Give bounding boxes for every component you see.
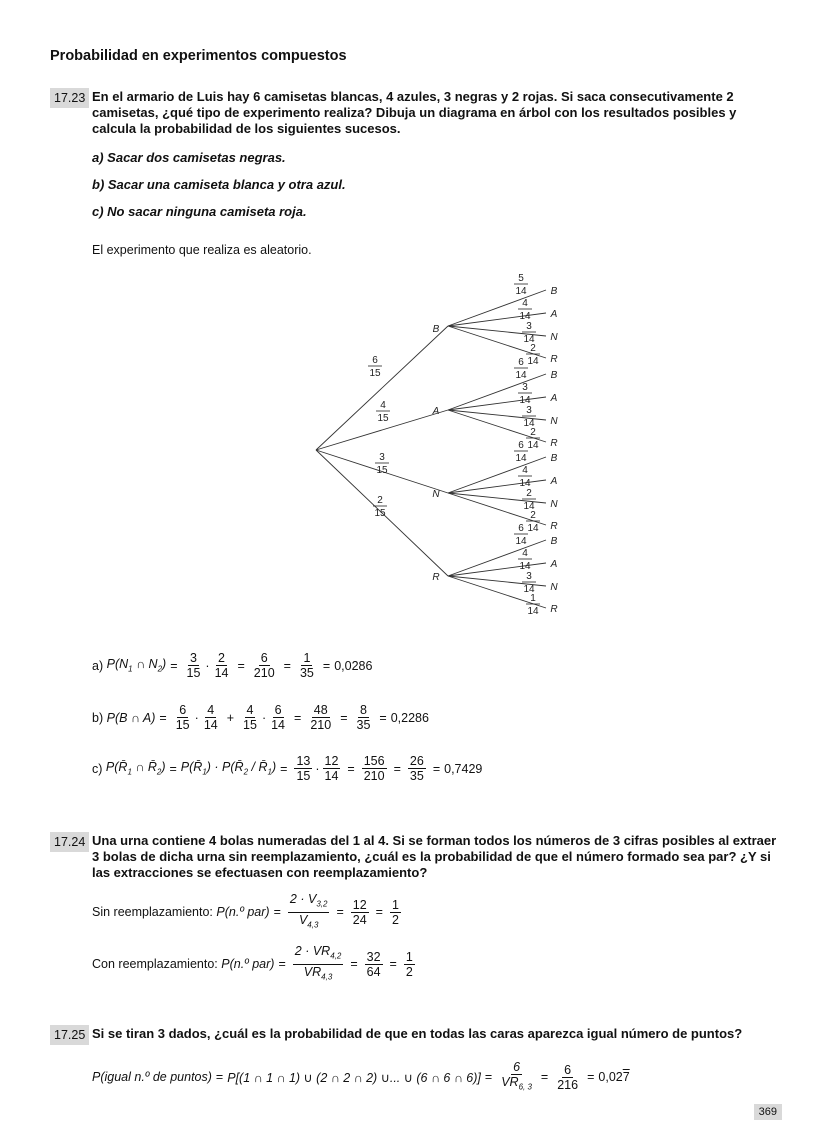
num: 6 — [274, 703, 282, 717]
den: 15 — [243, 718, 257, 732]
second-prob-R-B-num: 6 — [518, 523, 524, 534]
solution-sin: Sin reemplazamiento: P(n.º par) = $\frac{2 \cdot V_{3,2}}{V_{4,3}}$ = $\frac{12}{24}$ = $\frac{1}{2}$ — [92, 892, 404, 932]
second-prob-N-N-den: 14 — [523, 501, 535, 512]
result — [598, 1070, 629, 1084]
outcome-N-A: A — [550, 476, 558, 487]
outcome-B-B: B — [550, 286, 558, 297]
num: 48 — [313, 703, 328, 717]
expr: P(n.º par) — [216, 905, 270, 919]
den: 210 — [363, 769, 385, 783]
fraction — [404, 950, 415, 979]
second-prob-R-A-num: 4 — [522, 548, 528, 559]
outcome-R-A: A — [550, 559, 558, 570]
sub: 3,2 — [316, 899, 328, 909]
den: 210 — [310, 718, 332, 732]
eq: = — [393, 761, 401, 776]
outcome-A-N: N — [550, 416, 558, 427]
outcome-A-A: A — [550, 393, 558, 404]
first-prob-B-den: 15 — [369, 368, 381, 379]
second-prob-B-R-num: 2 — [530, 343, 536, 354]
expr: ) — [162, 657, 167, 672]
num: 26 — [409, 754, 424, 768]
fraction — [355, 703, 373, 732]
fraction — [308, 703, 333, 732]
second-prob-B-B-den: 14 — [515, 286, 527, 297]
fraction — [185, 651, 203, 680]
fraction — [252, 651, 277, 680]
part-b: b) Sacar una camiseta blanca y otra azul. — [92, 177, 346, 192]
num: 12 — [324, 754, 339, 768]
den: 14 — [271, 718, 286, 732]
expr: ∩ N — [132, 657, 158, 672]
fraction — [323, 754, 341, 783]
fraction — [174, 703, 192, 732]
expr: P[(1 ∩ 1 ∩ 1) ∪ (2 ∩ 2 ∩ 2) ∪... ∪ (6 ∩ 6 ∩ 6)] — [227, 1070, 481, 1085]
num: 6 — [260, 651, 268, 665]
outcome-N-N: N — [550, 499, 558, 510]
second-prob-A-R-num: 2 — [530, 427, 536, 438]
second-prob-N-B-den: 14 — [515, 453, 527, 464]
second-prob-A-A-num: 3 — [522, 382, 528, 393]
second-prob-B-N-den: 14 — [523, 334, 535, 345]
problem-number: 17.23 — [50, 88, 89, 108]
den: 14 — [203, 718, 218, 732]
den: 210 — [253, 666, 275, 680]
second-prob-R-R-den: 14 — [527, 606, 539, 617]
result: 0,2286 — [390, 710, 429, 725]
num: 6 — [513, 1060, 521, 1074]
num: 32 — [366, 949, 381, 964]
sol-label: a) — [92, 658, 104, 673]
outcome-N-R: R — [550, 521, 558, 532]
sub: 4,3 — [321, 972, 333, 981]
den: 35 — [409, 769, 424, 783]
node-label-N: N — [432, 489, 440, 500]
outcome-A-R: R — [550, 438, 558, 449]
num: 12 — [352, 897, 367, 912]
first-prob-B-num: 6 — [372, 355, 378, 366]
solution-dice: P(igual n.º de puntos) = P[(1 ∩ 1 ∩ 1) ∪ (2 ∩ 2 ∩ 2) ∪... ∪ (6 ∩ 6 ∩ 6)] = $\frac{6}{VR_{6, 3}}$ = $\frac{6}{216}$ = 0,027 — [92, 1060, 630, 1095]
first-prob-A-num: 4 — [380, 400, 386, 411]
second-prob-B-R-den: 14 — [527, 356, 539, 367]
second-prob-B-A-num: 4 — [522, 298, 528, 309]
first-prob-A-den: 15 — [377, 413, 389, 424]
page-number: 369 — [754, 1104, 782, 1120]
fraction — [288, 892, 330, 932]
eq: = — [170, 658, 178, 673]
problem-statement: En el armario de Luis hay 6 camisetas blancas, 4 azules, 3 negras y 2 rojas. Si saca consecutivamente 2 camisetas, ¿qué tipo de experimento realiza? Dibuja un diagrama en árbol con los resultados posibles y calcula la probabilidad de los siguientes sucesos. — [92, 89, 737, 136]
part-a: a) Sacar dos camisetas negras. — [92, 150, 286, 165]
eq: = — [347, 761, 355, 776]
sol-label: b) — [92, 710, 104, 725]
first-prob-R-den: 15 — [374, 508, 386, 519]
sub: 4,2 — [330, 951, 342, 961]
result: 0,0286 — [334, 658, 373, 673]
part-c: c) No sacar ninguna camiseta roja. — [92, 204, 307, 219]
den: 14 — [214, 666, 229, 680]
num: 2 · V — [289, 892, 317, 906]
second-prob-A-A-den: 14 — [519, 395, 531, 406]
den: 2 — [405, 964, 413, 979]
den: 15 — [175, 718, 190, 732]
num: 2 · VR — [294, 944, 331, 958]
fraction — [269, 703, 287, 732]
den: 15 — [296, 769, 311, 783]
fraction — [293, 944, 344, 984]
sol-label: c) — [92, 761, 103, 776]
fraction — [555, 1063, 580, 1092]
section-title: Probabilidad en experimentos compuestos — [50, 48, 347, 64]
fraction — [362, 754, 387, 783]
fraction — [202, 703, 220, 732]
den: 64 — [366, 964, 381, 979]
den: 14 — [324, 769, 339, 783]
den: 24 — [352, 912, 367, 927]
second-prob-B-A-den: 14 — [519, 311, 531, 322]
fraction — [294, 754, 312, 783]
den: VR — [501, 1075, 519, 1089]
problem-number: 17.24 — [50, 832, 89, 852]
second-prob-B-B-num: 5 — [518, 273, 524, 284]
expr: P(n.º par) — [221, 957, 275, 971]
den: VR — [303, 964, 322, 979]
outcome-R-R: R — [550, 604, 558, 615]
second-prob-A-B-num: 6 — [518, 357, 524, 368]
node-label-B: B — [432, 324, 440, 335]
eq: = — [280, 761, 288, 776]
second-prob-R-N-den: 14 — [523, 584, 535, 595]
eq: = — [283, 658, 291, 673]
second-prob-N-N-num: 2 — [526, 488, 532, 499]
eq: = — [294, 710, 302, 725]
second-prob-N-R-num: 2 — [530, 510, 536, 521]
num: 13 — [296, 754, 311, 768]
second-prob-A-B-den: 14 — [515, 370, 527, 381]
first-prob-N-den: 15 — [376, 465, 388, 476]
num: 8 — [359, 703, 367, 717]
fraction — [499, 1060, 534, 1095]
branch-B — [316, 326, 448, 450]
eq: = — [322, 658, 331, 673]
second-prob-A-R-den: 14 — [527, 440, 539, 451]
outcome-B-N: N — [550, 332, 558, 343]
dot: · — [194, 710, 199, 725]
result-base: 0,02 — [598, 1070, 623, 1085]
second-prob-R-N-num: 3 — [526, 571, 532, 582]
second-prob-A-N-den: 14 — [523, 418, 535, 429]
num: 3 — [189, 651, 197, 665]
sub: 6, 3 — [518, 1082, 532, 1092]
num: 156 — [363, 754, 385, 768]
outcome-R-N: N — [550, 582, 558, 593]
outcome-N-B: B — [550, 453, 558, 464]
sub: 4,3 — [307, 920, 319, 929]
problem-statement: Si se tiran 3 dados, ¿cuál es la probabilidad de que en todas las caras aparezca igual número de puntos? — [92, 1026, 743, 1041]
second-prob-A-N-num: 3 — [526, 405, 532, 416]
plus: + — [226, 710, 235, 725]
fraction — [241, 703, 259, 732]
fraction — [351, 898, 369, 927]
second-prob-B-N-num: 3 — [526, 321, 532, 332]
outcome-B-A: A — [550, 309, 558, 320]
expr: P(N — [106, 657, 129, 672]
num: 1 — [303, 651, 311, 665]
result: 0,7429 — [444, 761, 483, 776]
num: 4 — [207, 703, 215, 717]
eq: = — [379, 710, 387, 725]
result-repeating: 7 — [622, 1070, 630, 1085]
fraction — [390, 898, 401, 927]
den: 216 — [557, 1077, 579, 1092]
second-prob-R-A-den: 14 — [519, 561, 531, 572]
eq: = — [237, 658, 245, 673]
second-prob-R-B-den: 14 — [515, 536, 527, 547]
node-label-A: A — [432, 406, 440, 417]
second-prob-R-R-num: 1 — [530, 593, 536, 604]
sol-label: Sin reemplazamiento: — [92, 905, 213, 919]
den: 35 — [299, 666, 314, 680]
solution-b — [92, 703, 429, 732]
second-prob-N-A-den: 14 — [519, 478, 531, 489]
outcome-R-B: B — [550, 536, 558, 547]
dot: · — [261, 710, 267, 725]
den: 2 — [391, 912, 399, 927]
sol-label: Con reemplazamiento: — [92, 957, 218, 971]
dot: · — [205, 658, 210, 673]
eq: = — [169, 761, 177, 776]
answer-text: El experimento que realiza es aleatorio. — [92, 243, 312, 257]
num: 6 — [179, 703, 187, 717]
second-prob-N-R-den: 14 — [527, 523, 539, 534]
fraction — [213, 651, 231, 680]
dot: · — [315, 761, 320, 776]
solution-c: c) $P(R̄_1$ ∩ $R̄_2$) = $P(R̄_1)$ · $P(R̄_2$ / $R̄_1$) = $\frac{13}{15}$ · $\frac{12}{14}$ = $\frac{156}{210}$ = $\frac{26}{35}$ = 0,7429 — [92, 754, 483, 783]
num: 1 — [391, 897, 399, 912]
num: 1 — [405, 949, 413, 964]
expr: P(B ∩ A) — [106, 710, 156, 725]
fraction — [408, 754, 426, 783]
den: 35 — [356, 718, 371, 732]
eq: = — [159, 710, 167, 725]
outcome-B-R: R — [550, 354, 558, 365]
fraction — [298, 651, 316, 680]
eq: = — [340, 710, 348, 725]
second-prob-N-B-num: 6 — [518, 440, 524, 451]
problem-number: 17.25 — [50, 1025, 89, 1045]
problem-statement: Una urna contiene 4 bolas numeradas del 1 al 4. Si se forman todos los números de 3 cifras posibles al extraer 3 bolas de dicha urna sin reemplazamiento, ¿cuál es la probabilidad de que el número formado sea par? ¿Y si las extracciones se efectuasen con reemplazamiento? — [92, 833, 777, 880]
first-prob-N-num: 3 — [379, 452, 385, 463]
second-prob-N-A-num: 4 — [522, 465, 528, 476]
den: V — [298, 912, 308, 927]
eq: = — [432, 761, 441, 776]
num: 2 — [218, 651, 225, 665]
fraction — [365, 950, 383, 979]
solution-con: Con reemplazamiento: P(n.º par) = $\frac{2 \cdot VR_{4,2}}{VR_{4,3}}$ = $\frac{32}{64}$ = $\frac{1}{2}$ — [92, 944, 418, 984]
den: 15 — [186, 666, 201, 680]
node-label-R: R — [432, 572, 440, 583]
num: 4 — [246, 703, 254, 717]
num: 6 — [564, 1062, 572, 1077]
first-prob-R-num: 2 — [377, 495, 383, 506]
solution-a: a) $P(N_1$ ∩ $N_2$) = $\frac{3}{15}$ · $\frac{2}{14}$ = $\frac{6}{210}$ = $\frac{1}{35}$ = 0,0286 — [92, 651, 373, 680]
expr: P(igual n.º de puntos) — [92, 1070, 212, 1085]
outcome-A-B: B — [550, 370, 558, 381]
